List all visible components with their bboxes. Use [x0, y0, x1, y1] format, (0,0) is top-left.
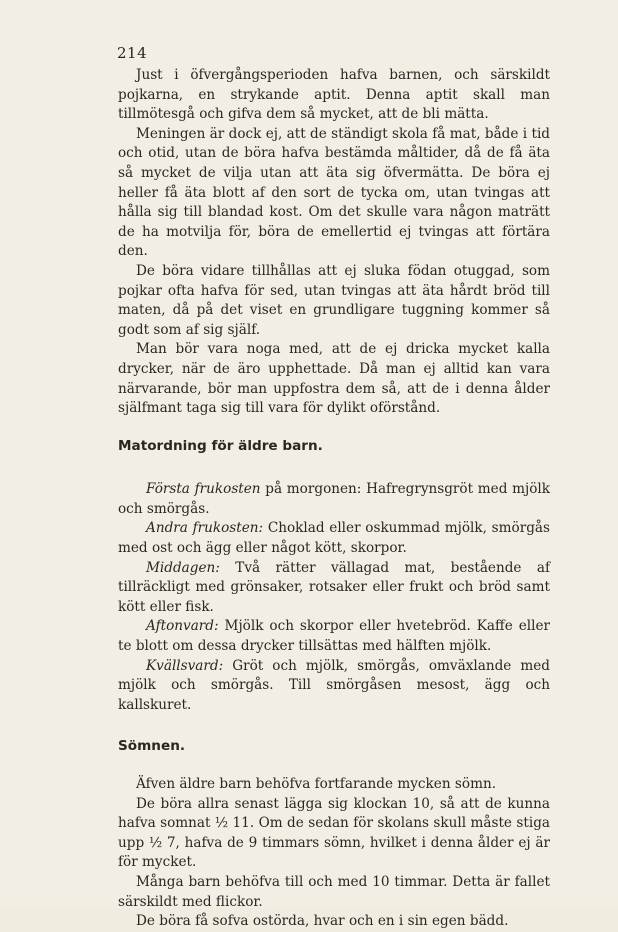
meal-entry [118, 519, 550, 558]
paragraph: Man bör vara noga med, att de ej dricka mycket kalla drycker, när de äro upphettade. Då man ej alltid kan vara närvarande, bör man uppfostra dem så, att de i denna ålder själfmant taga sig till vara för dylikt oförstånd. [118, 341, 550, 417]
page-body [118, 66, 550, 932]
meal-text: Gröt och mjölk, smörgås, omväxlande med mjölk och smörgås. Till smörgåsen mesost, ägg och kallskuret. [118, 657, 551, 713]
paragraph: Meningen är dock ej, att de ständigt skola få mat, både i tid och otid, utan de böra hafva bestämda måltider, då de få äta så mycket de vilja utan att äta sig öfvermätta. De böra ej heller få äta blott af den sort de tycka om, utan tvingas att hålla sig till blandad kost. Om det skulle vara någon maträtt de ha motvilja för, böra de emellertid ej tvingas att förtära den. [118, 125, 550, 260]
section-heading-sleep: Sömnen. [118, 738, 186, 755]
meal-entry [118, 657, 550, 716]
meal-text: Två rätter vällagad mat, bestående af tillräckligt med grönsaker, rotsaker eller frukt och bröd samt kött eller fisk. [118, 559, 551, 615]
paragraph: De böra vidare tillhållas att ej sluka födan otuggad, som pojkar ofta hafva för sed, utan tvingas att äta hårdt bröd till maten, då på det viset en grundligare tuggning kommer så godt som af sig själf. [118, 262, 550, 338]
meal-label: Middagen: [146, 559, 220, 576]
paragraph: Just i öfvergångsperioden hafva barnen, och särskildt pojkarna, en strykande aptit. Denna aptit skall man tillmötesgå och gifva dem så mycket, att de bli mätta. [118, 67, 550, 123]
paragraph: Äfven äldre barn behöfva fortfarande mycken sömn. [136, 776, 497, 792]
meal-entry [118, 480, 550, 519]
meal-label: Första frukosten [146, 481, 261, 498]
meal-label: Aftonvard: [146, 618, 219, 635]
meal-entry [118, 559, 550, 618]
paragraph: De böra allra senast lägga sig klockan 10, så att de kunna hafva somnat ½ 11. Om de sedan för skolans skull måste stiga upp ½ 7, hafva de 9 timmars sömn, hvilket i denna ålder ej är för mycket. [118, 795, 550, 871]
meal-text: Choklad eller oskummad mjölk, smörgås med ost och ägg eller något kött, skorpor. [118, 520, 550, 557]
meal-text: på morgonen: Hafregrynsgröt med mjölk och smörgås. [118, 481, 550, 517]
meal-entry [118, 617, 550, 656]
meal-text: Mjölk och skorpor eller hvetebröd. Kaffe eller te blott om dessa drycker tillsättas med hälften mjölk. [118, 618, 550, 655]
meal-label: Kvällsvard: [146, 657, 224, 674]
meal-label: Andra frukosten: [146, 520, 264, 537]
section-heading-meals: Matordning för äldre barn. [118, 437, 323, 454]
paragraph: De böra få sofva ostörda, hvar och en i sin egen bädd. [136, 913, 509, 930]
paragraph: Många barn behöfva till och med 10 timmar. Detta är fallet särskildt med flickor. [118, 873, 550, 910]
page-number: 214 [117, 44, 148, 62]
